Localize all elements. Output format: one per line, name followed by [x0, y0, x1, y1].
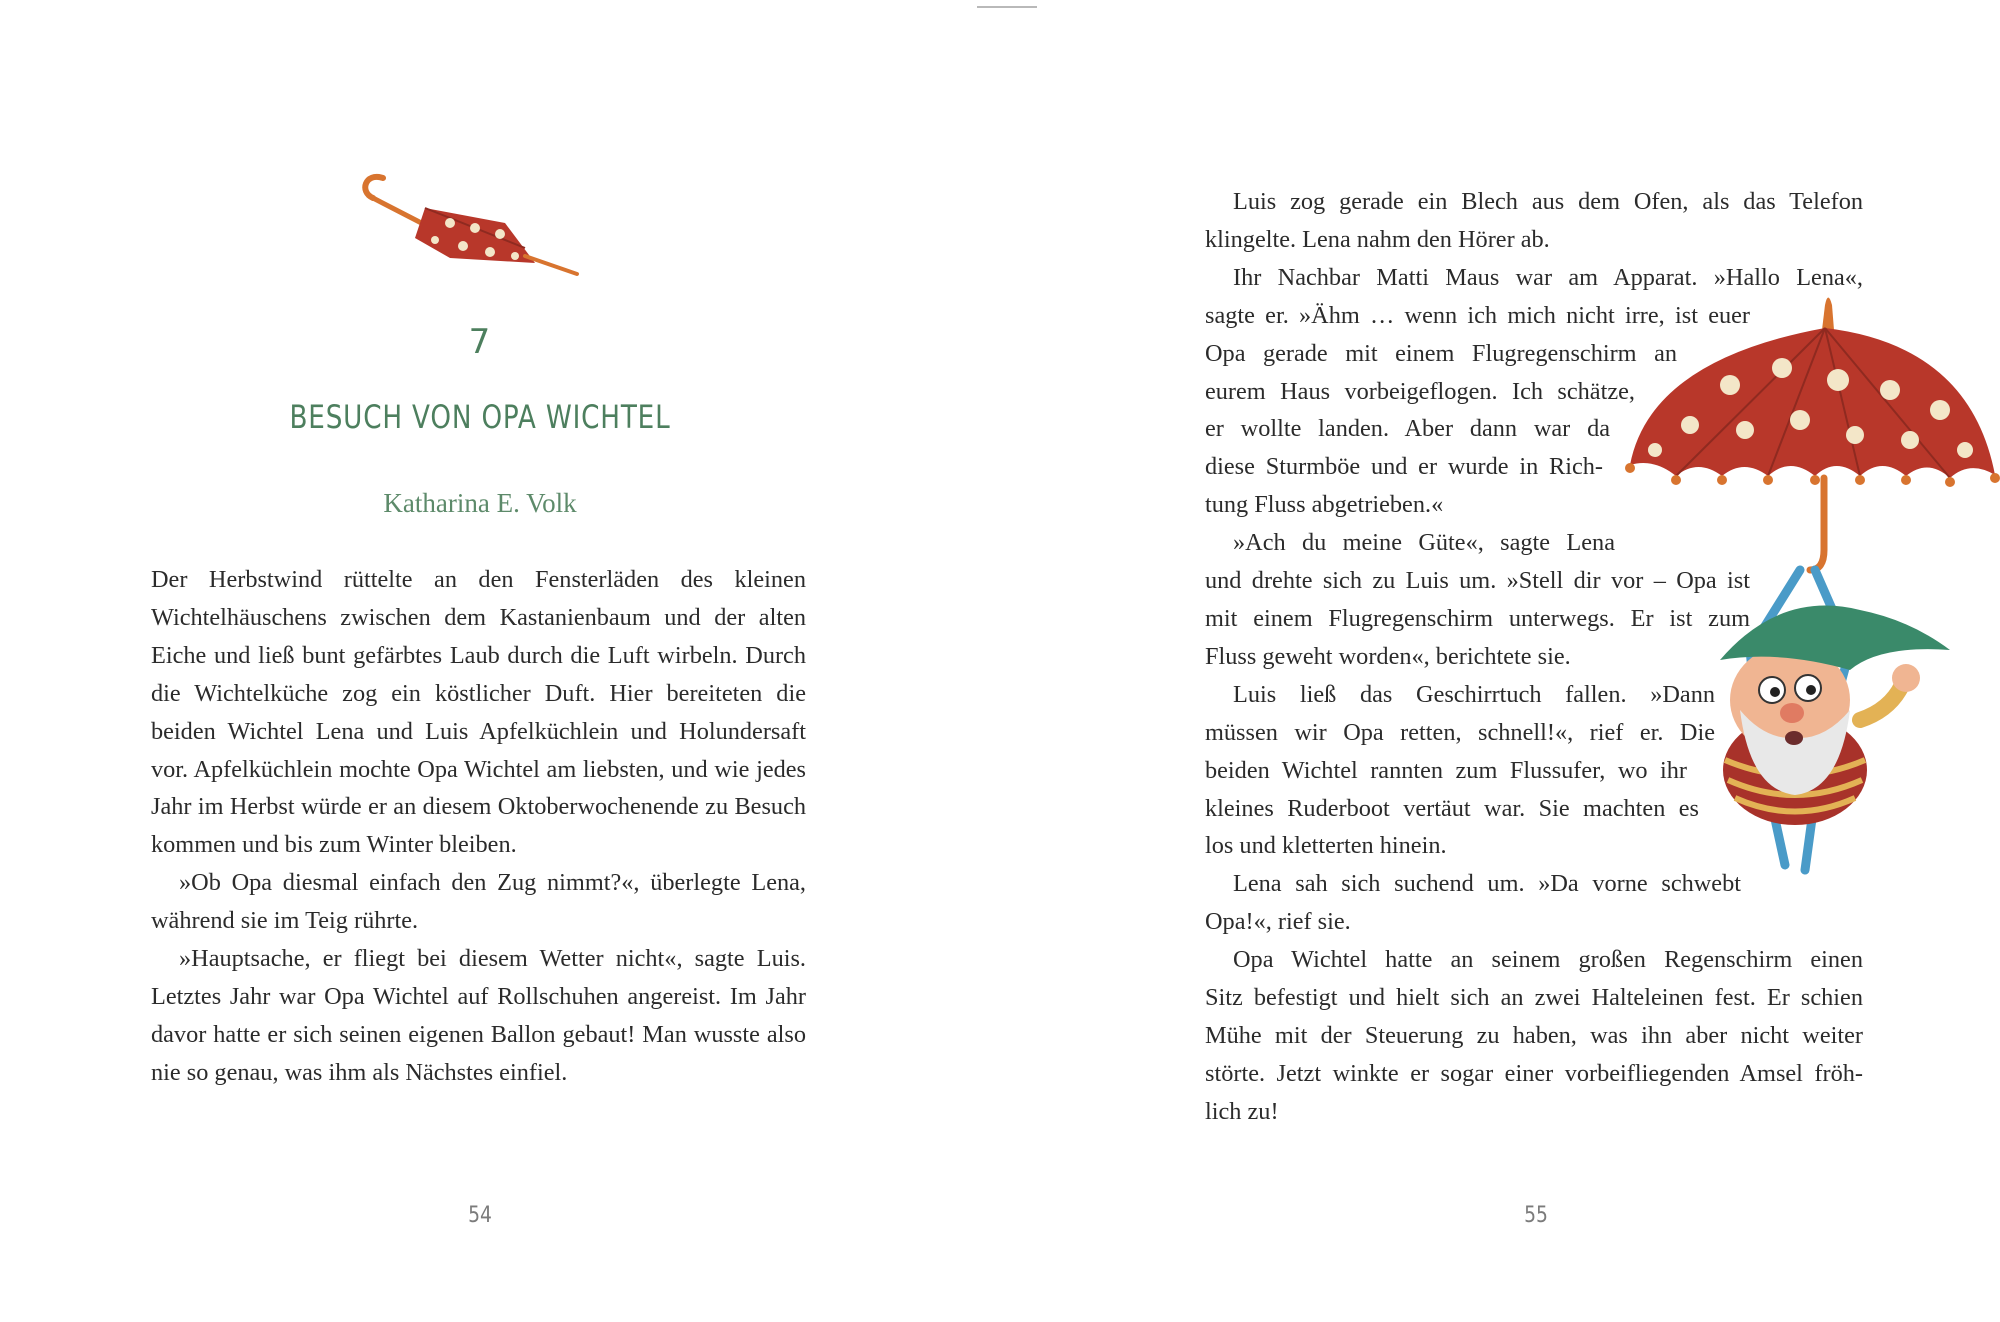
text-line: und drehte sich zu Luis um. »Stell dir vor – Opa ist	[1205, 567, 1750, 595]
text-line: beiden Wichtel rannten zum Flussufer, wo ihr	[1205, 756, 1687, 784]
text-line: Fluss geweht worden«, berichtete sie.	[1205, 642, 1571, 670]
text-line: er wollte landen. Aber dann war da	[1205, 415, 1610, 443]
chapter-number: 7	[468, 322, 492, 362]
paragraph: Der Herbstwind rüttelte an den Fensterläden des kleinen Wichtelhäuschens zwischen dem Kastanienbaum und der alten Eiche und ließ bunt gefärbtes Laub durch die Luft wirbeln. Durch die Wichtelküche zog ein köstlicher Duft. Hier bereiteten die beiden Wichtel Lena und Luis Apfelküchlein und Holundersaft vor. Apfelküchlein mochte Opa Wichtel am liebsten, und wie jedes Jahr im Herbst würde er an diesem Oktoberwochenende zu Besuch kommen und bis zum Winter bleiben.	[151, 566, 806, 859]
text-line: Opa Wichtel hatte an seinem großen Regenschirm einen	[1233, 946, 1863, 974]
left-body-text	[151, 561, 806, 1092]
page-number: 55	[1524, 1203, 1548, 1228]
page-number: 54	[468, 1203, 492, 1228]
text-line: Opa!«, rief sie.	[1205, 908, 1351, 936]
text-line: Luis ließ das Geschirrtuch fallen. »Dann	[1233, 680, 1715, 708]
text-line: sagte er. »Ähm … wenn ich mich nicht irre, ist euer	[1205, 301, 1750, 329]
text-line: los und kletterten hinein.	[1205, 832, 1447, 860]
text-line: Sitz befestigt und hielt sich an zwei Halteleinen fest. Er schien	[1205, 984, 1863, 1012]
paragraph: »Ob Opa diesmal einfach den Zug nimmt?«, überlegte Lena, während sie im Teig rührte.	[151, 869, 806, 935]
text-line: mit einem Flugregenschirm unterwegs. Er ist zum	[1205, 604, 1750, 632]
text-line: Luis zog gerade ein Blech aus dem Ofen, als das Telefon	[1233, 188, 1863, 215]
text-line: Mühe mit der Steuerung zu haben, was ihn aber nicht weiter	[1205, 1021, 1863, 1049]
text-line: lich zu!	[1205, 1097, 1279, 1125]
text-line: Ihr Nachbar Matti Maus war am Apparat. »Hallo Lena«,	[1233, 263, 1863, 291]
text-line: störte. Jetzt winkte er sogar einer vorbeifliegenden Amsel fröh-	[1205, 1059, 1863, 1087]
paragraph: »Hauptsache, er fliegt bei diesem Wetter nicht«, sagte Luis. Letztes Jahr war Opa Wichtel auf Rollschuhen angereist. Im Jahr davor hatte er sich seinen eigenen Ballon gebaut! Man wusste also nie so genau, was ihm als Nächstes einfiel.	[151, 945, 806, 1086]
umbrella-gnome-illustration	[1610, 290, 2000, 890]
text-line: müssen wir Opa retten, schnell!«, rief er. Die	[1205, 718, 1715, 746]
text-line: Lena sah sich suchend um. »Da vorne schwebt	[1233, 870, 1741, 898]
text-line: »Ach du meine Güte«, sagte Lena	[1233, 529, 1615, 557]
closed-umbrella-icon	[355, 168, 585, 278]
text-line: tung Fluss abgetrieben.«	[1205, 491, 1444, 519]
text-line: klingelte. Lena nahm den Hörer ab.	[1205, 225, 1550, 253]
text-line: eurem Haus vorbeigeflogen. Ich schätze,	[1205, 377, 1635, 405]
chapter-title: BESUCH VON OPA WICHTEL	[289, 398, 671, 436]
text-line: Opa gerade mit einem Flugregenschirm an	[1205, 339, 1677, 367]
text-line: diese Sturmböe und er wurde in Rich-	[1205, 453, 1603, 481]
text-line: kleines Ruderboot vertäut war. Sie machten es	[1205, 794, 1699, 822]
chapter-author: Katharina E. Volk	[383, 488, 577, 518]
